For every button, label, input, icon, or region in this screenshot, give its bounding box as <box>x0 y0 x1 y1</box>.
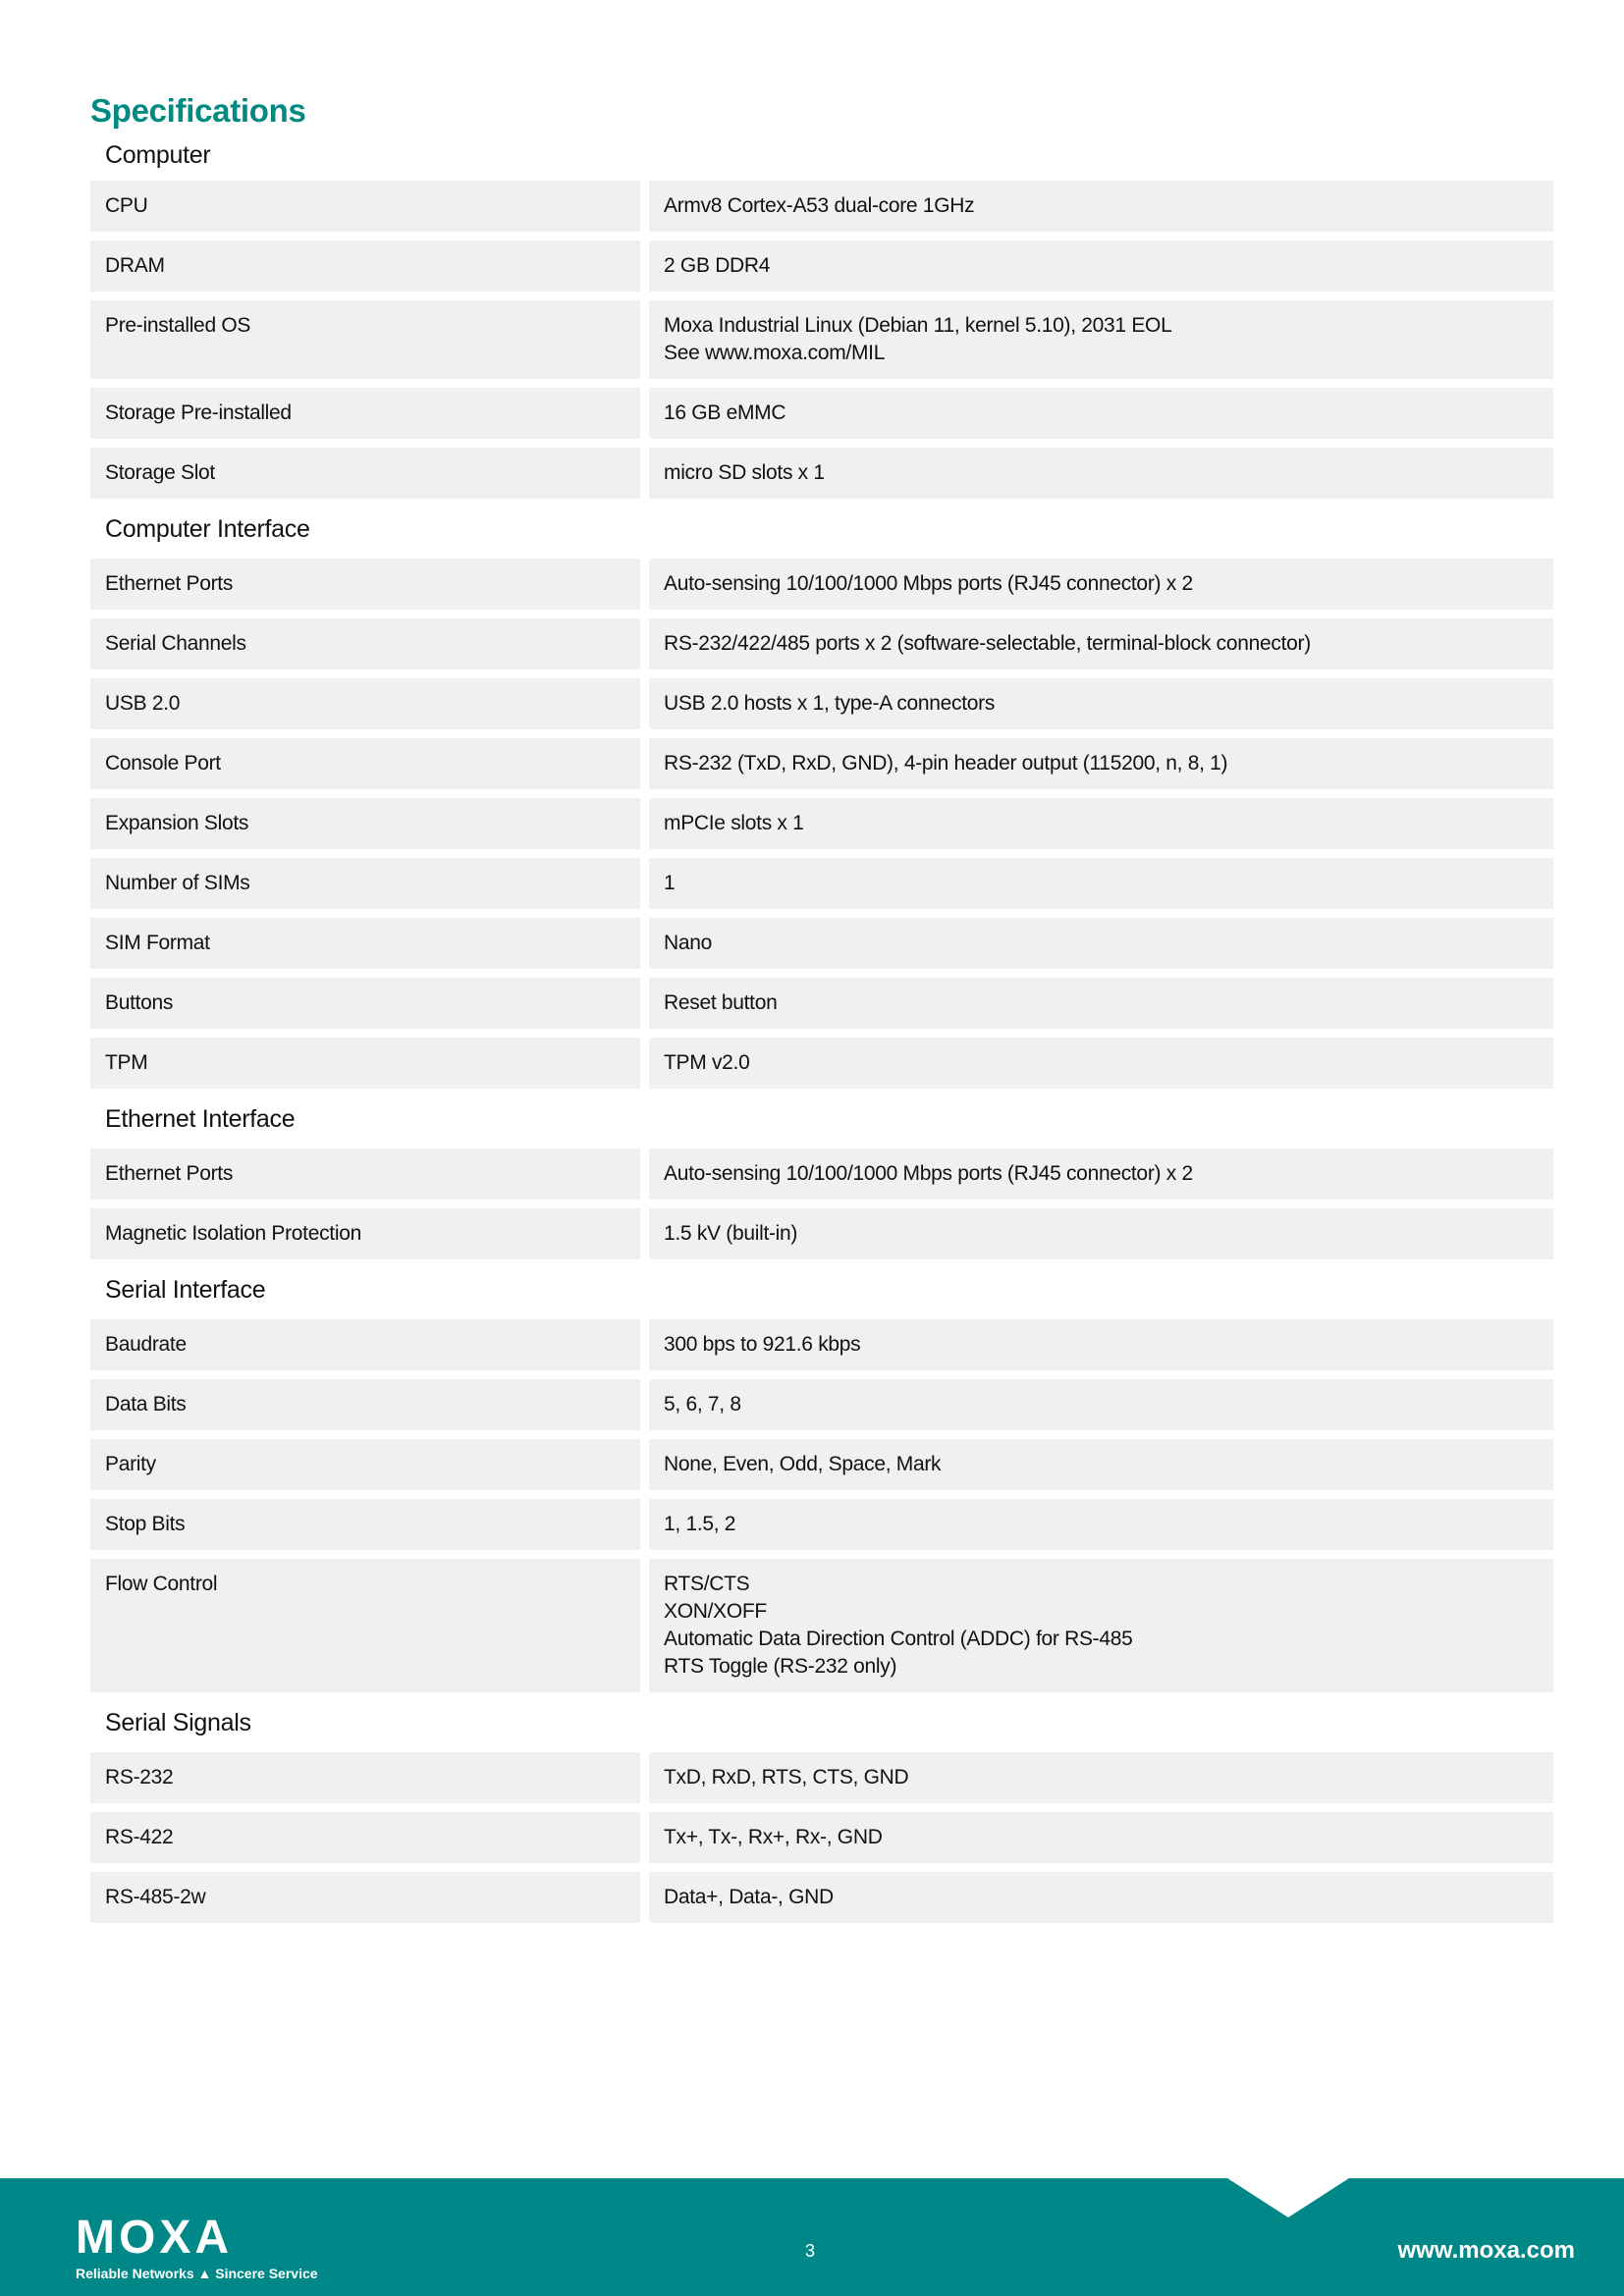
spec-value: 1 <box>649 858 1553 909</box>
spec-value: Data+, Data-, GND <box>649 1872 1553 1923</box>
section-title: Computer Interface <box>105 515 310 543</box>
spec-value: mPCIe slots x 1 <box>649 798 1553 849</box>
spec-row <box>90 858 1553 909</box>
spec-label: RS-232 <box>90 1752 640 1803</box>
spec-row <box>90 1319 1553 1370</box>
spec-value: 1.5 kV (built-in) <box>649 1208 1553 1259</box>
spec-value: RS-232 (TxD, RxD, GND), 4-pin header output (115200, n, 8, 1) <box>649 738 1553 789</box>
spec-value: TxD, RxD, RTS, CTS, GND <box>649 1752 1553 1803</box>
spec-label: Ethernet Ports <box>90 559 640 610</box>
spec-sections <box>90 141 1553 1923</box>
footer-notch-decoration <box>1227 2178 1349 2217</box>
spec-value: Nano <box>649 918 1553 969</box>
spec-row <box>90 300 1553 379</box>
spec-row <box>90 978 1553 1029</box>
spec-label: Expansion Slots <box>90 798 640 849</box>
website-link[interactable]: www.moxa.com <box>1397 2237 1575 2264</box>
spec-value: Reset button <box>649 978 1553 1029</box>
spec-row <box>90 1038 1553 1089</box>
page-number: 3 <box>805 2241 816 2261</box>
section-title: Computer <box>105 141 211 169</box>
spec-label: DRAM <box>90 240 640 292</box>
spec-row <box>90 448 1553 499</box>
spec-label: CPU <box>90 181 640 232</box>
logo-wordmark: MOXA <box>76 2212 233 2264</box>
spec-label: TPM <box>90 1038 640 1089</box>
spec-row <box>90 738 1553 789</box>
spec-row <box>90 1379 1553 1430</box>
spec-row <box>90 1208 1553 1259</box>
spec-row <box>90 1499 1553 1550</box>
page-title: Specifications <box>90 92 306 129</box>
spec-label: Storage Slot <box>90 448 640 499</box>
spec-row <box>90 1559 1553 1692</box>
spec-row <box>90 559 1553 610</box>
spec-label: Number of SIMs <box>90 858 640 909</box>
spec-row <box>90 798 1553 849</box>
spec-page <box>90 90 1553 1932</box>
spec-label: Console Port <box>90 738 640 789</box>
spec-label: Ethernet Ports <box>90 1148 640 1200</box>
spec-row <box>90 1872 1553 1923</box>
spec-row <box>90 388 1553 439</box>
logo-tagline: Reliable Networks ▲ Sincere Service <box>76 2266 318 2281</box>
spec-value: RTS/CTS XON/XOFF Automatic Data Direction Control (ADDC) for RS-485 RTS Toggle (RS-232 only) <box>649 1559 1553 1692</box>
spec-row <box>90 181 1553 232</box>
spec-value: RS-232/422/485 ports x 2 (software-selectable, terminal-block connector) <box>649 618 1553 669</box>
section-title: Ethernet Interface <box>105 1105 296 1133</box>
spec-value: Armv8 Cortex-A53 dual-core 1GHz <box>649 181 1553 232</box>
spec-value: TPM v2.0 <box>649 1038 1553 1089</box>
spec-row <box>90 1148 1553 1200</box>
spec-value: 2 GB DDR4 <box>649 240 1553 292</box>
spec-value: micro SD slots x 1 <box>649 448 1553 499</box>
spec-label: USB 2.0 <box>90 678 640 729</box>
spec-label: SIM Format <box>90 918 640 969</box>
spec-value: 1, 1.5, 2 <box>649 1499 1553 1550</box>
spec-row <box>90 678 1553 729</box>
spec-row <box>90 240 1553 292</box>
spec-label: Stop Bits <box>90 1499 640 1550</box>
spec-label: Data Bits <box>90 1379 640 1430</box>
spec-row <box>90 618 1553 669</box>
spec-value: Auto-sensing 10/100/1000 Mbps ports (RJ45 connector) x 2 <box>649 559 1553 610</box>
spec-label: RS-422 <box>90 1812 640 1863</box>
spec-value: Auto-sensing 10/100/1000 Mbps ports (RJ45 connector) x 2 <box>649 1148 1553 1200</box>
spec-label: Serial Channels <box>90 618 640 669</box>
spec-label: Flow Control <box>90 1559 640 1692</box>
spec-label: RS-485-2w <box>90 1872 640 1923</box>
section-title: Serial Signals <box>105 1709 251 1736</box>
spec-row <box>90 1752 1553 1803</box>
spec-value: Moxa Industrial Linux (Debian 11, kernel 5.10), 2031 EOL See www.moxa.com/MIL <box>649 300 1553 379</box>
spec-value: 16 GB eMMC <box>649 388 1553 439</box>
spec-value: 300 bps to 921.6 kbps <box>649 1319 1553 1370</box>
spec-value: None, Even, Odd, Space, Mark <box>649 1439 1553 1490</box>
moxa-logo <box>76 2212 318 2281</box>
spec-label: Buttons <box>90 978 640 1029</box>
footer <box>0 2178 1624 2296</box>
spec-row <box>90 1812 1553 1863</box>
spec-value: 5, 6, 7, 8 <box>649 1379 1553 1430</box>
spec-label: Pre-installed OS <box>90 300 640 379</box>
spec-row <box>90 1439 1553 1490</box>
spec-label: Baudrate <box>90 1319 640 1370</box>
spec-row <box>90 918 1553 969</box>
spec-label: Magnetic Isolation Protection <box>90 1208 640 1259</box>
section-title: Serial Interface <box>105 1276 266 1304</box>
spec-label: Storage Pre-installed <box>90 388 640 439</box>
spec-value: USB 2.0 hosts x 1, type-A connectors <box>649 678 1553 729</box>
spec-value: Tx+, Tx-, Rx+, Rx-, GND <box>649 1812 1553 1863</box>
spec-label: Parity <box>90 1439 640 1490</box>
